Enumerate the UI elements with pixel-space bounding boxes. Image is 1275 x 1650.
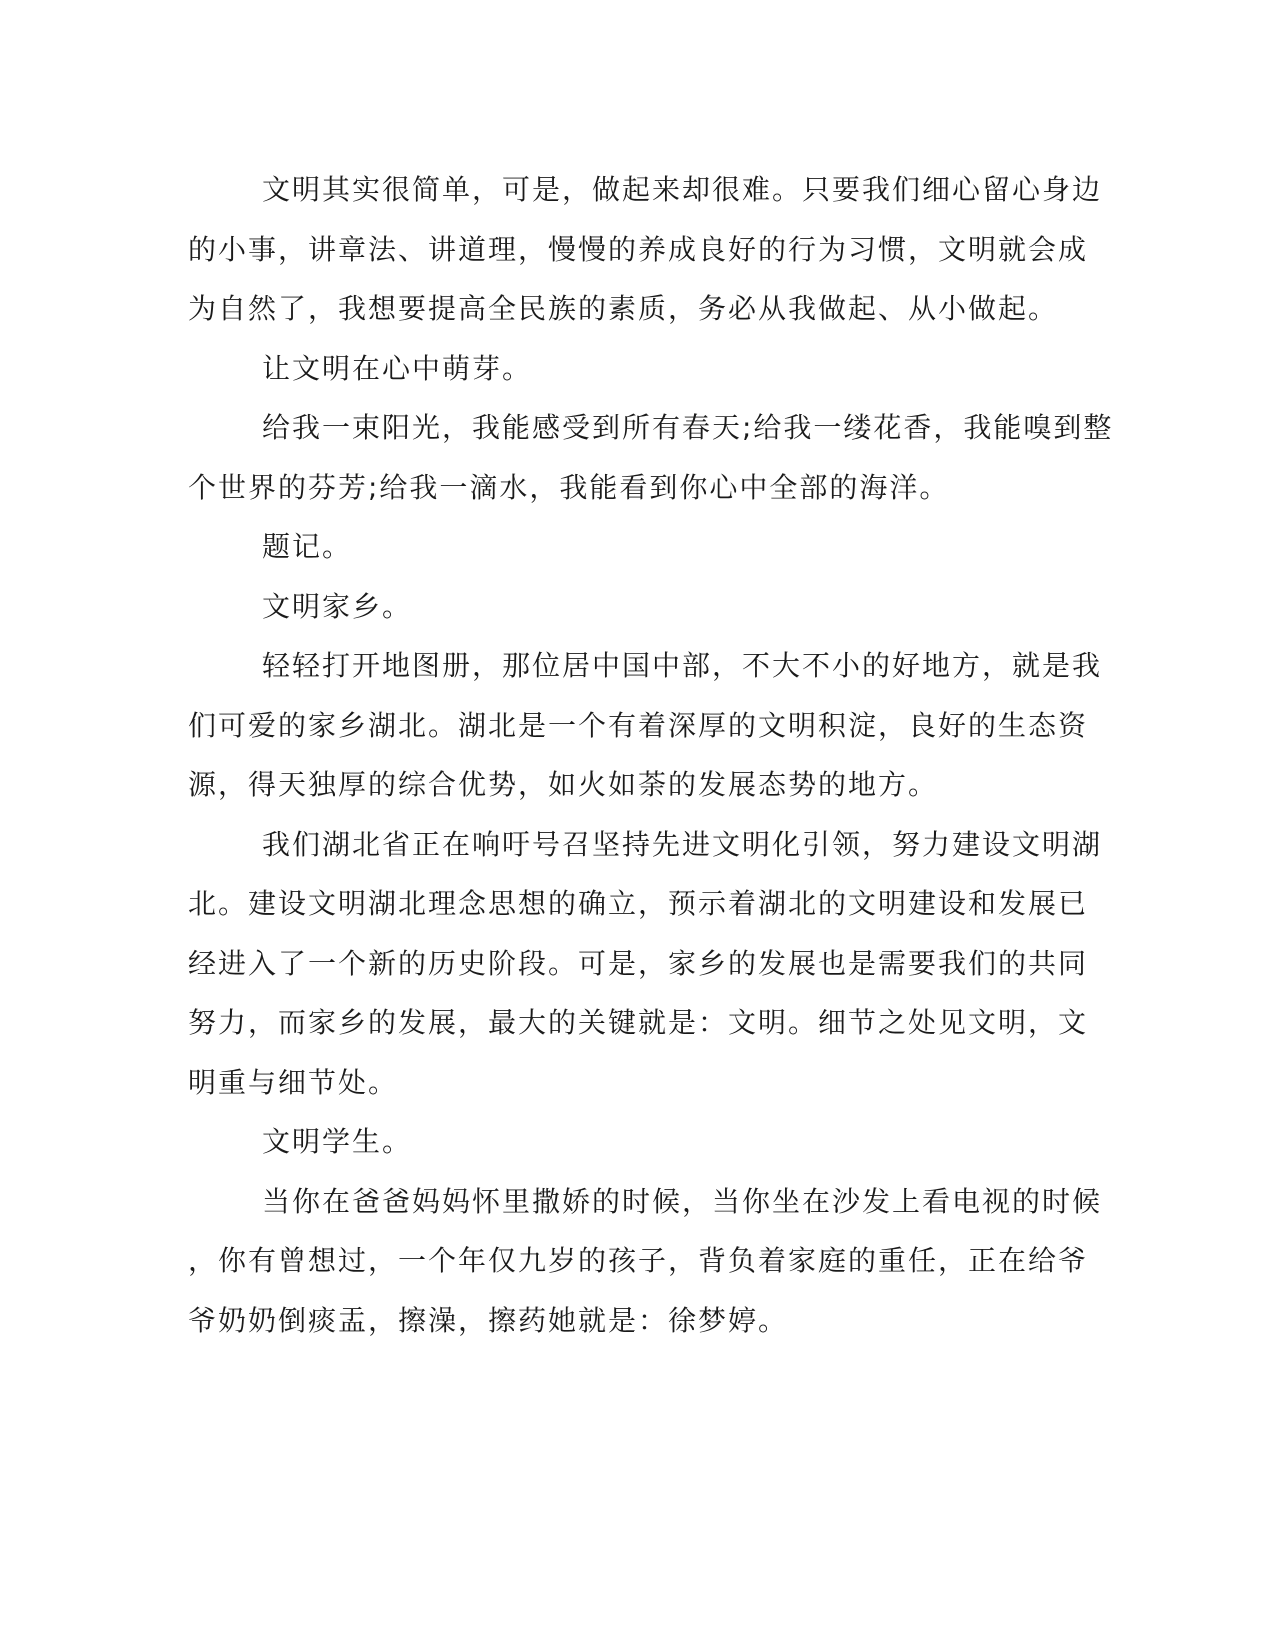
paragraph-line: 文明学生。 [262,1125,413,1158]
paragraph-line: 们可爱的家乡湖北。湖北是一个有着深厚的文明积淀，良好的生态资 [188,708,1089,742]
paragraph-line: 的小事，讲章法、讲道理，慢慢的养成良好的行为习惯，文明就会成 [188,232,1089,266]
paragraph-line: 轻轻打开地图册，那位居中国中部，不大不小的好地方，就是我 [262,649,1103,682]
paragraph-7 [188,815,1103,1113]
paragraph-line: 题记。 [262,530,353,563]
paragraph-line: 爷奶奶倒痰盂，擦澡，擦药她就是：徐梦婷。 [188,1303,789,1337]
paragraph-line: 经进入了一个新的历史阶段。可是，家乡的发展也是需要我们的共同 [188,946,1089,980]
paragraph-line: 努力，而家乡的发展，最大的关键就是：文明。细节之处见文明，文 [188,1006,1089,1039]
paragraph-3 [188,398,1114,517]
document-body [188,160,1114,1350]
paragraph-9 [188,1172,1103,1351]
paragraph-line: 让文明在心中萌芽。 [262,351,533,385]
paragraph-line: 当你在爸爸妈妈怀里撒娇的时候，当你坐在沙发上看电视的时候 [262,1184,1103,1218]
paragraph-line: 文明其实很简单，可是，做起来却很难。只要我们细心留心身边 [262,173,1103,206]
paragraph-line: 个世界的芬芳;给我一滴水，我能看到你心中全部的海洋。 [188,470,950,504]
paragraph-line: 给我一束阳光，我能感受到所有春天;给我一缕花香，我能嗅到整 [262,411,1114,444]
paragraph-line: 文明家乡。 [262,589,413,623]
paragraph-1 [188,160,1103,339]
paragraph-line: ，你有曾想过，一个年仅九岁的孩子，背负着家庭的重任，正在给爷 [188,1244,1089,1277]
paragraph-4 [188,517,1078,577]
paragraph-line: 我们湖北省正在响吁号召坚持先进文明化引领，努力建设文明湖 [262,827,1103,861]
paragraph-2 [188,339,1078,399]
paragraph-line: 明重与细节处。 [188,1065,399,1099]
paragraph-6 [188,636,1103,815]
paragraph-5 [188,577,1078,637]
paragraph-8 [188,1112,1078,1172]
paragraph-line: 源，得天独厚的综合优势，如火如荼的发展态势的地方。 [188,768,939,801]
paragraph-line: 北。建设文明湖北理念思想的确立，预示着湖北的文明建设和发展已 [188,887,1089,920]
paragraph-line: 为自然了，我想要提高全民族的素质，务必从我做起、从小做起。 [188,292,1059,325]
